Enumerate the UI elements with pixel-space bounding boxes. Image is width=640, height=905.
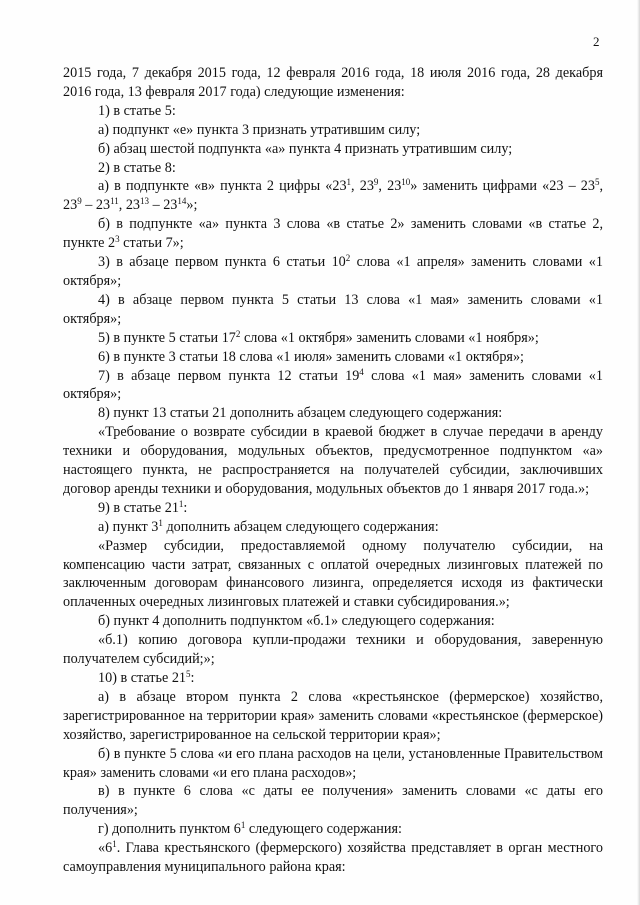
subitem-10g <box>63 820 603 839</box>
text-run: слова «1 октября» заменить словами «1 ноября»; <box>240 329 539 346</box>
paragraph-intro-continuation <box>63 64 603 102</box>
superscript-index: 1 <box>240 820 246 831</box>
superscript-index: 9 <box>373 177 379 188</box>
page-number: 2 <box>593 34 600 49</box>
superscript-index: 10 <box>401 177 411 188</box>
superscript-index: 5 <box>594 177 600 188</box>
superscript-index: 1 <box>158 517 163 528</box>
subitem-10a <box>63 688 603 745</box>
text-run: , 23 <box>378 178 402 195</box>
text-run: » заменить цифрами «23 – 23 <box>410 178 595 195</box>
text-run: статьи 7»; <box>119 235 184 252</box>
text-run: слова «1 мая» заменить словами «1 октября»; <box>63 367 603 403</box>
item-2-article-8 <box>63 159 603 178</box>
text-run: а) в абзаце втором пункта 2 слова «крестьянское (фермерское) хозяйство, зарегистрированное на территории края» заменить словами «крестьянское (фермерское) хозяйство, зарегистрированное на сельской территории края»; <box>63 688 603 743</box>
text-run: а) пункт 3 <box>98 518 159 535</box>
subitem-2a <box>63 177 603 215</box>
text-run: следующего содержания: <box>245 821 402 838</box>
subitem-9a <box>63 518 603 537</box>
item-4 <box>63 291 603 329</box>
text-run: г) дополнить пунктом 6 <box>98 821 241 838</box>
text-run: в) в пункте 6 слова «с даты ее получения» заменить словами «с даты его получения»; <box>63 783 603 819</box>
text-run: 1) в статье 5: <box>98 102 176 119</box>
superscript-index: 11 <box>110 196 119 207</box>
superscript-index: 2 <box>235 328 241 339</box>
subitem-1a <box>63 121 603 140</box>
quoted-paragraph-item-9b <box>63 631 603 669</box>
item-8 <box>63 404 603 423</box>
item-1-article-5 <box>63 102 603 121</box>
superscript-index: 13 <box>140 196 150 207</box>
text-run: 2) в статье 8: <box>98 159 176 176</box>
subitem-10v <box>63 782 603 820</box>
text-run: 9) в статье 21 <box>98 499 179 516</box>
text-run: 7) в абзаце первом пункта 12 статьи 19 <box>98 367 360 384</box>
text-run: – 23 <box>149 197 178 214</box>
text-run: а) подпункт «е» пункта 3 признать утратившим силу; <box>98 121 421 138</box>
text-run: 8) пункт 13 статьи 21 дополнить абзацем следующего содержания: <box>98 405 503 422</box>
text-run: б) в подпункте «а» пункта 3 слова «в статье 2» заменить словами «в статье 2, пункте 2 <box>63 216 603 252</box>
text-run: б) абзац шестой подпункта «а» пункта 4 признать утратившим силу; <box>98 140 513 157</box>
item-7 <box>63 367 603 405</box>
superscript-index: 1 <box>346 177 352 188</box>
subitem-10b <box>63 745 603 783</box>
text-run: : <box>190 670 195 686</box>
superscript-index: 5 <box>186 669 191 679</box>
text-run: 4) в абзаце первом пункта 5 статьи 13 слова «1 мая» заменить словами «1 октября»; <box>63 291 603 327</box>
text-run: «6 <box>98 840 113 857</box>
subitem-2b <box>63 215 603 253</box>
item-6 <box>63 348 603 367</box>
text-run: 6) в пункте 3 статьи 18 слова «1 июля» заменить словами «1 октября»; <box>98 348 524 365</box>
superscript-index: 4 <box>359 366 364 377</box>
superscript-index: 3 <box>115 234 120 245</box>
text-run: . Глава крестьянского (фермерского) хозяйства представляет в орган местного самоуправления муниципального района края: <box>63 840 603 876</box>
item-3 <box>63 253 603 291</box>
quoted-paragraph-item-6-1 <box>63 839 603 877</box>
text-run: 2015 года, 7 декабря 2015 года, 12 февраля 2016 года, 18 июля 2016 года, 28 декабря 2016 года, 13 февраля 2017 года) следующие изменения: <box>63 65 603 100</box>
text-run: «Требование о возврате субсидии в краевой бюджет в случае передачи в аренду техники и оборудования, модульных объектов, предусмотренное подпунктом «а» настоящего пункта, не распространяется на получателей субсидии, заключивших договор аренды техники и оборудования, модульных объектов до 1 января 2017 года.»; <box>63 424 603 497</box>
superscript-index: 1 <box>178 498 184 509</box>
text-run: б) в пункте 5 слова «и его плана расходов на цели, установленные Правительством края» заменить словами «и его плана расходов»; <box>63 745 603 781</box>
item-5 <box>63 329 603 348</box>
text-run: «б.1) копию договора купли-продажи техники и оборудования, заверенную получателем субсидий;»; <box>63 632 603 668</box>
document-body <box>63 64 603 877</box>
item-10-article-21-5 <box>63 669 603 688</box>
text-run: – 23 <box>81 197 111 214</box>
text-run: , 23 <box>351 178 374 195</box>
text-run: »; <box>186 197 198 214</box>
subitem-9b <box>63 612 603 631</box>
text-run: «Размер субсидии, предоставляемой одному получателю субсидии, на компенсацию части затрат, связанных с оплатой очередных лизинговых платежей по заключенным договорам финансового лизинга, определяется исходя из фактически оплаченных очередных лизинговых платежей и ставки субсидирования.»; <box>63 537 603 611</box>
quoted-paragraph-item-8 <box>63 423 603 499</box>
quoted-paragraph-item-9a <box>63 537 603 613</box>
text-run: б) пункт 4 дополнить подпунктом «б.1» следующего содержания: <box>98 613 495 630</box>
superscript-index: 9 <box>77 196 82 207</box>
text-run: , 23 <box>63 178 604 214</box>
text-run: а) в подпункте «в» пункта 2 цифры «23 <box>98 178 347 195</box>
superscript-index: 14 <box>177 196 187 207</box>
subitem-1b <box>63 140 603 159</box>
text-run: 5) в пункте 5 статьи 17 <box>98 329 236 346</box>
text-run: дополнить абзацем следующего содержания: <box>162 518 439 535</box>
superscript-index: 1 <box>112 839 117 850</box>
superscript-index: 2 <box>345 253 351 264</box>
text-run: слова «1 апреля» заменить словами «1 октября»; <box>63 254 603 289</box>
text-run: , 23 <box>118 197 141 214</box>
text-run: 10) в статье 21 <box>98 670 187 686</box>
text-run: 3) в абзаце первом пункта 6 статьи 10 <box>98 254 346 271</box>
text-run: : <box>183 499 188 516</box>
item-9-article-21-1 <box>63 499 603 518</box>
